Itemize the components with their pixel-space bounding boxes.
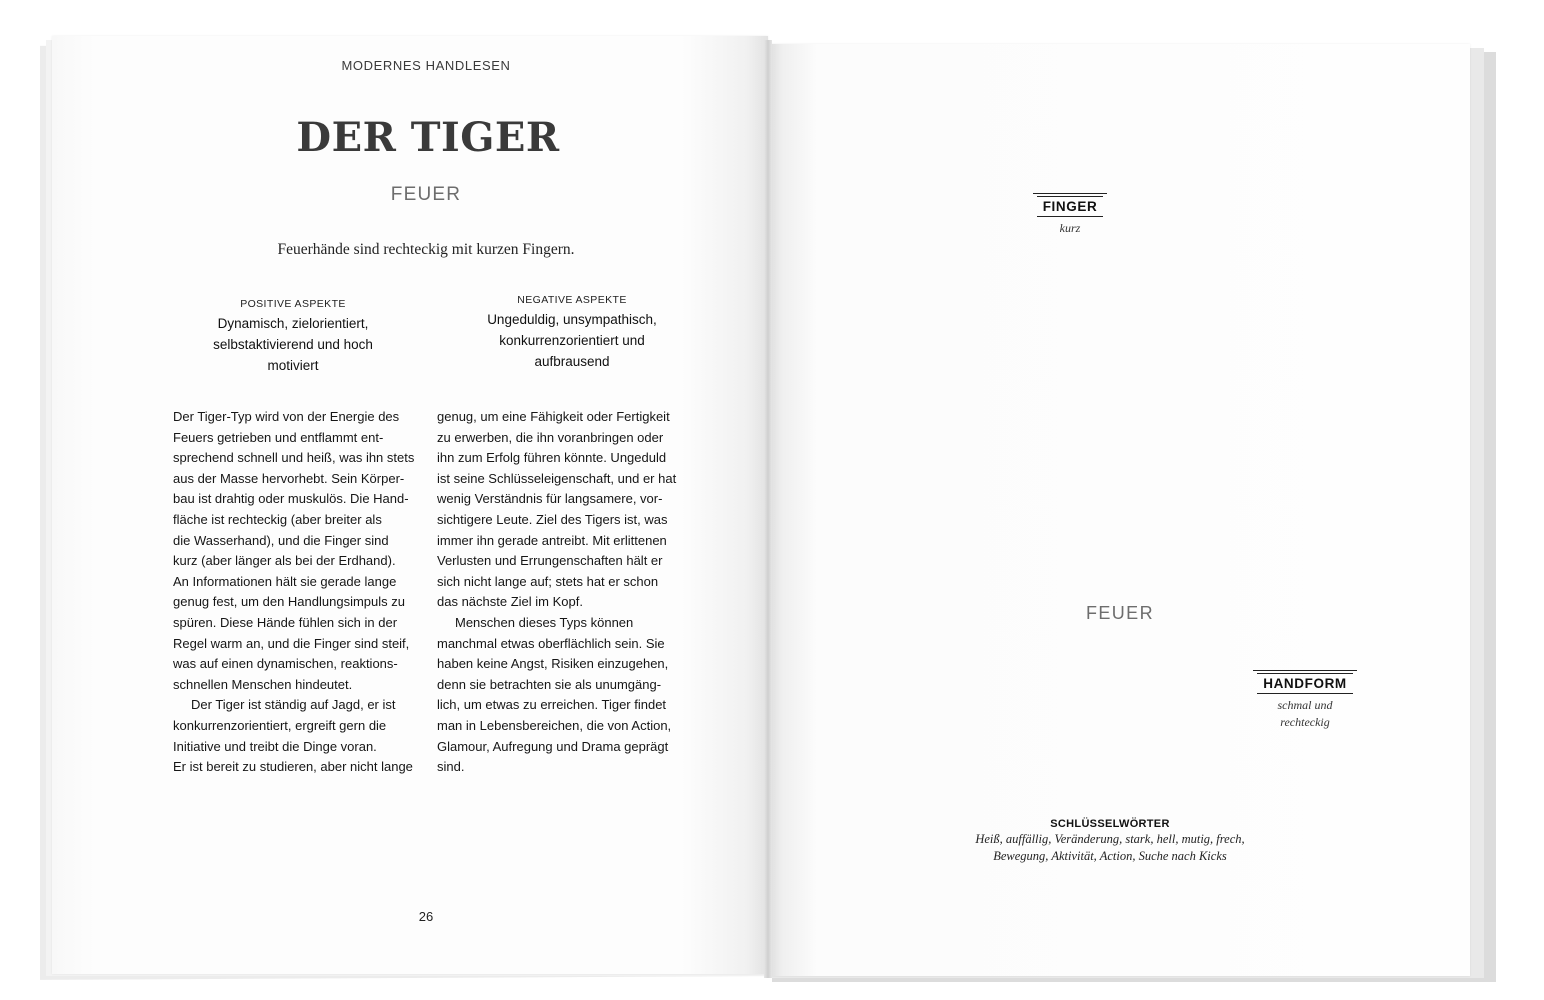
element-center-label: FEUER bbox=[1085, 603, 1154, 623]
keywords-heading: SCHLÜSSELWÖRTER bbox=[1050, 818, 1170, 830]
body-paragraph: Der Tiger ist ständig auf Jagd, er ist konkurrenzorientiert, ergreift gern die Initiative und treibt die Dinge voran. Er ist bereit zu studieren, aber nicht lange bbox=[173, 697, 413, 775]
lead-sentence: Feuerhände sind rechteckig mit kurzen Fingern. bbox=[277, 241, 575, 258]
positive-aspects bbox=[190, 298, 396, 376]
body-column-2 bbox=[437, 407, 687, 778]
keywords-text: Heiß, auffällig, Veränderung, stark, hell, mutig, frech, Bewegung, Aktivität, Action, Suche nach Kicks bbox=[975, 832, 1245, 863]
negative-aspects bbox=[462, 294, 682, 372]
handform-value-line: schmal und bbox=[1277, 698, 1333, 712]
finger-label: FINGER bbox=[1037, 196, 1104, 217]
page-number: 26 bbox=[418, 909, 434, 924]
positive-aspects-heading: POSITIVE ASPEKTE bbox=[240, 298, 346, 310]
negative-aspects-heading: NEGATIVE ASPEKTE bbox=[517, 294, 627, 306]
finger-callout bbox=[1010, 196, 1130, 237]
handform-value-line: rechteckig bbox=[1280, 715, 1330, 729]
finger-value: kurz bbox=[1059, 221, 1081, 235]
handform-callout bbox=[1242, 673, 1368, 731]
handform-label: HANDFORM bbox=[1257, 673, 1353, 694]
book-gutter bbox=[764, 40, 772, 978]
chapter-title: DER TIGER bbox=[296, 114, 560, 161]
handform-value bbox=[1242, 697, 1368, 731]
element-subtitle: FEUER bbox=[390, 184, 462, 205]
running-head: MODERNES HANDLESEN bbox=[341, 58, 511, 73]
body-paragraph: Menschen dieses Typs können manchmal etwas oberflächlich sein. Sie haben keine Angst, Risiken einzugehen, denn sie betrachten sie als unumgäng- lich, um etwas zu erreichen. Tiger findet man in Lebensbereichen, die von Action, Glamour, Aufregung und Drama geprägt sind. bbox=[437, 614, 672, 775]
keywords-block bbox=[940, 818, 1280, 865]
body-column-1 bbox=[173, 407, 423, 778]
negative-aspects-text: Ungeduldig, unsympathisch, konkurrenzorientiert und aufbrausend bbox=[487, 312, 657, 369]
body-paragraph: genug, um eine Fähigkeit oder Fertigkeit zu erwerben, die ihn voranbringen oder ihn zum Erfolg führen könnte. Ungeduld ist seine Schlüsseleigenschaft, und er hat wenig Verständnis für langsamere, vor- sichtigere Leute. Ziel des Tigers ist, was immer ihn gerade antreibt. Mit erlittenen Verlusten und Errungenschaften hält er sich nicht lange auf; stets hat er schon das nächste Ziel im Kopf. bbox=[437, 409, 677, 610]
body-paragraph: Der Tiger-Typ wird von der Energie des Feuers getrieben und entflammt ent- sprechend schnell und heiß, was ihn stets aus der Masse hervorhebt. Sein Körper- bau ist drahtig oder muskulös. Die Hand- fläche ist rechteckig (aber breiter als die Wasserhand), und die Finger sind kurz (aber länger als bei der Erdhand). An Informationen hält sie gerade lange genug fest, um den Handlungsimpuls zu spüren. Diese Hände fühlen sich in der Regel warm an, und die Finger sind steif, was auf einen dynamischen, reaktions- schnellen Menschen hindeutet. bbox=[173, 409, 415, 692]
positive-aspects-text: Dynamisch, zielorientiert, selbstaktivierend und hoch motiviert bbox=[213, 316, 373, 373]
